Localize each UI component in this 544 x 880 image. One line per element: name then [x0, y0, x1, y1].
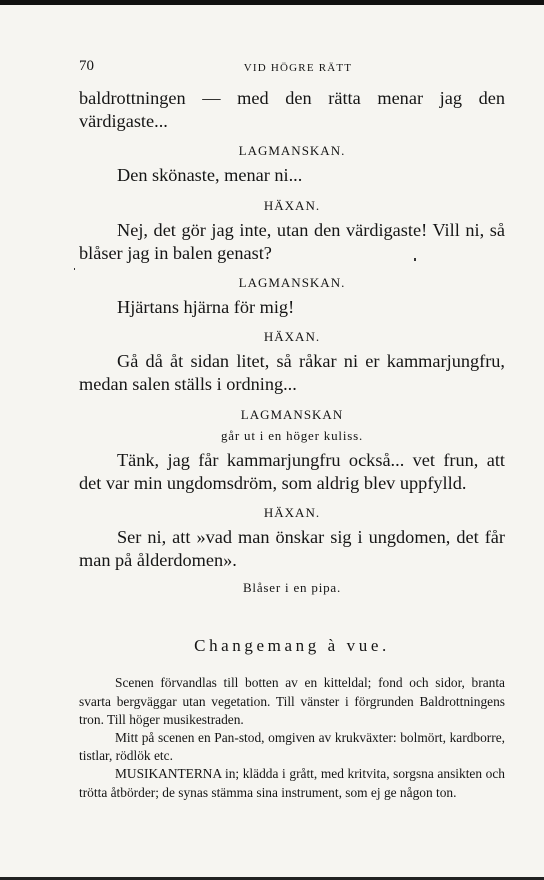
speech: Hjärtans hjärna för mig!	[117, 297, 295, 318]
scan-speck	[74, 268, 75, 270]
speaker-label: LAGMANSKAN.	[238, 275, 346, 291]
speech: Ser ni, att »vad man önskar sig i ungdomen, det får man på ålderdomen».	[79, 527, 505, 571]
scan-speck	[414, 258, 416, 261]
running-header	[79, 58, 505, 78]
speaker-label: HÄXAN.	[263, 505, 321, 521]
speaker-label: HÄXAN.	[263, 329, 321, 345]
scene-title: Changemang à vue.	[194, 636, 390, 656]
speaker-label: LAGMANSKAN	[240, 406, 344, 422]
scene-description: Scenen förvandlas till botten av en kitteldal; fond och sidor, branta svarta bergväggar utan vegetation. Till vänster i förgrunden Baldrottningens tron. Till höger musikestraden.	[79, 675, 505, 727]
speech: Den skönaste, menar ni...	[117, 165, 303, 186]
speech: Tänk, jag får kammarjungfru också... vet frun, att det var min ungdomsdröm, som aldrig blev uppfylld.	[79, 449, 505, 493]
page-number: 70	[79, 58, 94, 74]
stage-direction: Blåser i en pipa.	[242, 580, 342, 596]
running-title: VID HÖGRE RÄTT	[243, 62, 353, 74]
stage-direction: går ut i en höger kuliss.	[220, 427, 364, 443]
speech-continuation: baldrottningen — med den rätta menar jag den värdigaste...	[79, 88, 505, 132]
speaker-label: HÄXAN.	[263, 197, 321, 213]
scan-top-edge	[0, 0, 544, 5]
speech: Gå då åt sidan litet, så råkar ni er kammarjungfru, medan salen ställs i ordning...	[79, 351, 505, 395]
page-body	[79, 87, 505, 802]
scene-description: Mitt på scenen en Pan-stod, omgiven av krukväxter: bolmört, kardborre, tistlar, rödlök etc.	[79, 730, 505, 764]
speaker-label: LAGMANSKAN.	[238, 143, 346, 159]
scene-description: MUSIKANTERNA in; klädda i grått, med kritvita, sorgsna ansikten och trötta åtbörder; de synas stämma sina instrument, som ej ge någon ton.	[79, 766, 505, 800]
speech: Nej, det gör jag inte, utan den värdigaste! Vill ni, så blåser jag in balen genast?	[79, 219, 505, 263]
